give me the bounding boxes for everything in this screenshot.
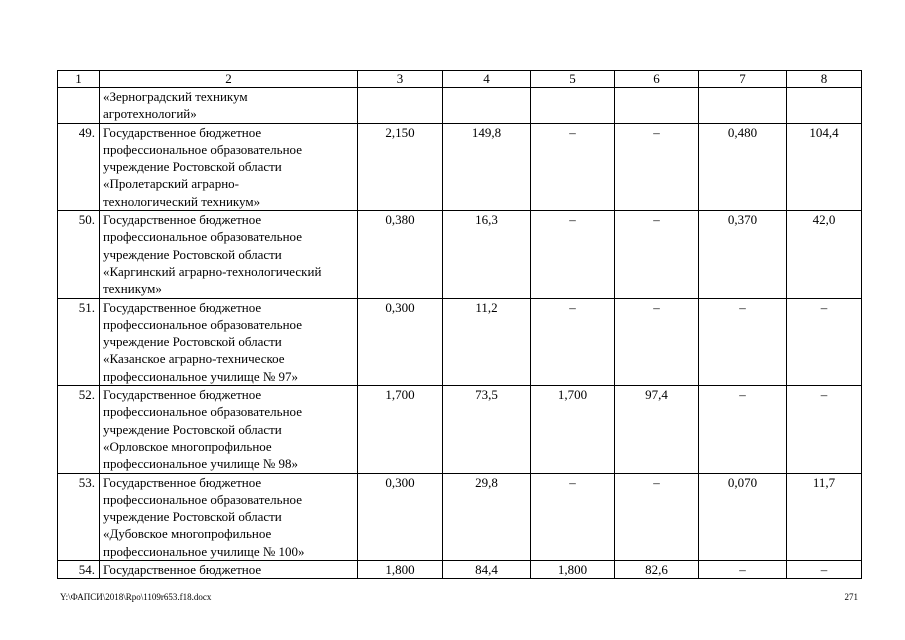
organization-name-cell bbox=[100, 561, 358, 579]
column-header: 6 bbox=[615, 71, 699, 88]
value-cell: – bbox=[699, 561, 787, 579]
column-header: 3 bbox=[358, 71, 443, 88]
value-cell: 1,700 bbox=[358, 386, 443, 473]
page-number: 271 bbox=[844, 592, 858, 602]
value-cell: 84,4 bbox=[443, 561, 531, 579]
value-cell: 2,150 bbox=[358, 123, 443, 210]
column-header: 1 bbox=[58, 71, 100, 88]
name-line: «Дубовское многопрофильное bbox=[103, 526, 272, 542]
column-header: 2 bbox=[100, 71, 358, 88]
table-row bbox=[58, 561, 862, 579]
name-line: «Зерноградский техникум bbox=[103, 89, 248, 104]
column-header: 5 bbox=[531, 71, 615, 88]
value-cell: 1,800 bbox=[531, 561, 615, 579]
value-cell: 0,300 bbox=[358, 298, 443, 385]
name-line: «Пролетарский аграрно- bbox=[103, 176, 239, 192]
organization-name-cell bbox=[100, 473, 358, 560]
name-line: учреждение Ростовской области bbox=[103, 159, 282, 175]
value-cell bbox=[358, 88, 443, 124]
value-cell bbox=[699, 88, 787, 124]
value-cell: 16,3 bbox=[443, 211, 531, 298]
file-path: Y:\ФАПСИ\2018\Rpo\1109r653.f18.docx bbox=[60, 592, 212, 602]
row-number-cell: 49. bbox=[58, 123, 100, 210]
value-cell: 73,5 bbox=[443, 386, 531, 473]
value-cell: – bbox=[615, 473, 699, 560]
organization-name-cell bbox=[100, 386, 358, 473]
value-cell: 1,700 bbox=[531, 386, 615, 473]
row-number-cell: 53. bbox=[58, 473, 100, 560]
value-cell bbox=[787, 88, 862, 124]
name-line: учреждение Ростовской области bbox=[103, 334, 282, 350]
value-cell: – bbox=[699, 298, 787, 385]
value-cell bbox=[615, 88, 699, 124]
organization-name-cell bbox=[100, 298, 358, 385]
value-cell: 11,2 bbox=[443, 298, 531, 385]
name-line: профессиональное образовательное bbox=[103, 316, 302, 332]
row-number-cell: 50. bbox=[58, 211, 100, 298]
organization-name-cell bbox=[100, 88, 358, 124]
value-cell bbox=[531, 88, 615, 124]
value-cell: – bbox=[787, 386, 862, 473]
name-line: техникум» bbox=[103, 281, 162, 297]
name-line: «Орловское многопрофильное bbox=[103, 438, 272, 454]
table-row bbox=[58, 123, 862, 210]
name-line: агротехнологий» bbox=[103, 106, 197, 122]
name-line: Государственное бюджетное bbox=[103, 474, 262, 490]
column-header: 7 bbox=[699, 71, 787, 88]
row-number-cell bbox=[58, 88, 100, 124]
value-cell: – bbox=[615, 298, 699, 385]
row-number-cell: 54. bbox=[58, 561, 100, 579]
value-cell bbox=[443, 88, 531, 124]
name-line: Государственное бюджетное bbox=[103, 299, 262, 315]
name-line: профессиональное училище № 98» bbox=[103, 456, 298, 472]
value-cell: 82,6 bbox=[615, 561, 699, 579]
name-line: учреждение Ростовской области bbox=[103, 246, 282, 262]
organization-name-cell bbox=[100, 211, 358, 298]
name-line: Государственное бюджетное bbox=[103, 387, 262, 403]
name-line: профессиональное образовательное bbox=[103, 141, 302, 157]
name-line: технологический техникум» bbox=[103, 193, 261, 209]
value-cell: – bbox=[787, 298, 862, 385]
continuation-row bbox=[58, 88, 862, 124]
value-cell: 104,4 bbox=[787, 123, 862, 210]
value-cell: – bbox=[699, 386, 787, 473]
value-cell: 1,800 bbox=[358, 561, 443, 579]
value-cell: 0,380 bbox=[358, 211, 443, 298]
column-number-row bbox=[58, 71, 862, 88]
name-line: «Казанское аграрно-техническое bbox=[103, 351, 285, 367]
row-number-cell: 52. bbox=[58, 386, 100, 473]
name-line: учреждение Ростовской области bbox=[103, 509, 282, 525]
table-row bbox=[58, 386, 862, 473]
value-cell: – bbox=[531, 298, 615, 385]
name-line: профессиональное училище № 97» bbox=[103, 368, 298, 384]
value-cell: 11,7 bbox=[787, 473, 862, 560]
value-cell: 42,0 bbox=[787, 211, 862, 298]
name-line: учреждение Ростовской области bbox=[103, 421, 282, 437]
value-cell: – bbox=[615, 123, 699, 210]
name-line: Государственное бюджетное bbox=[103, 124, 262, 140]
column-header: 4 bbox=[443, 71, 531, 88]
table-row bbox=[58, 473, 862, 560]
value-cell: – bbox=[615, 211, 699, 298]
name-line: профессиональное образовательное bbox=[103, 404, 302, 420]
name-line: профессиональное образовательное bbox=[103, 229, 302, 245]
value-cell: – bbox=[787, 561, 862, 579]
name-line: профессиональное образовательное bbox=[103, 491, 302, 507]
value-cell: 29,8 bbox=[443, 473, 531, 560]
value-cell: 0,370 bbox=[699, 211, 787, 298]
value-cell: – bbox=[531, 211, 615, 298]
table-row bbox=[58, 298, 862, 385]
data-table bbox=[57, 70, 862, 579]
value-cell: 0,480 bbox=[699, 123, 787, 210]
value-cell: 0,300 bbox=[358, 473, 443, 560]
name-line: Государственное бюджетное bbox=[103, 562, 262, 578]
column-header: 8 bbox=[787, 71, 862, 88]
name-line: «Каргинский аграрно-технологический bbox=[103, 263, 322, 279]
name-line: Государственное бюджетное bbox=[103, 212, 262, 228]
name-line: профессиональное училище № 100» bbox=[103, 543, 305, 559]
organization-name-cell bbox=[100, 123, 358, 210]
value-cell: 97,4 bbox=[615, 386, 699, 473]
row-number-cell: 51. bbox=[58, 298, 100, 385]
table-row bbox=[58, 211, 862, 298]
value-cell: 149,8 bbox=[443, 123, 531, 210]
value-cell: – bbox=[531, 473, 615, 560]
value-cell: 0,070 bbox=[699, 473, 787, 560]
value-cell: – bbox=[531, 123, 615, 210]
